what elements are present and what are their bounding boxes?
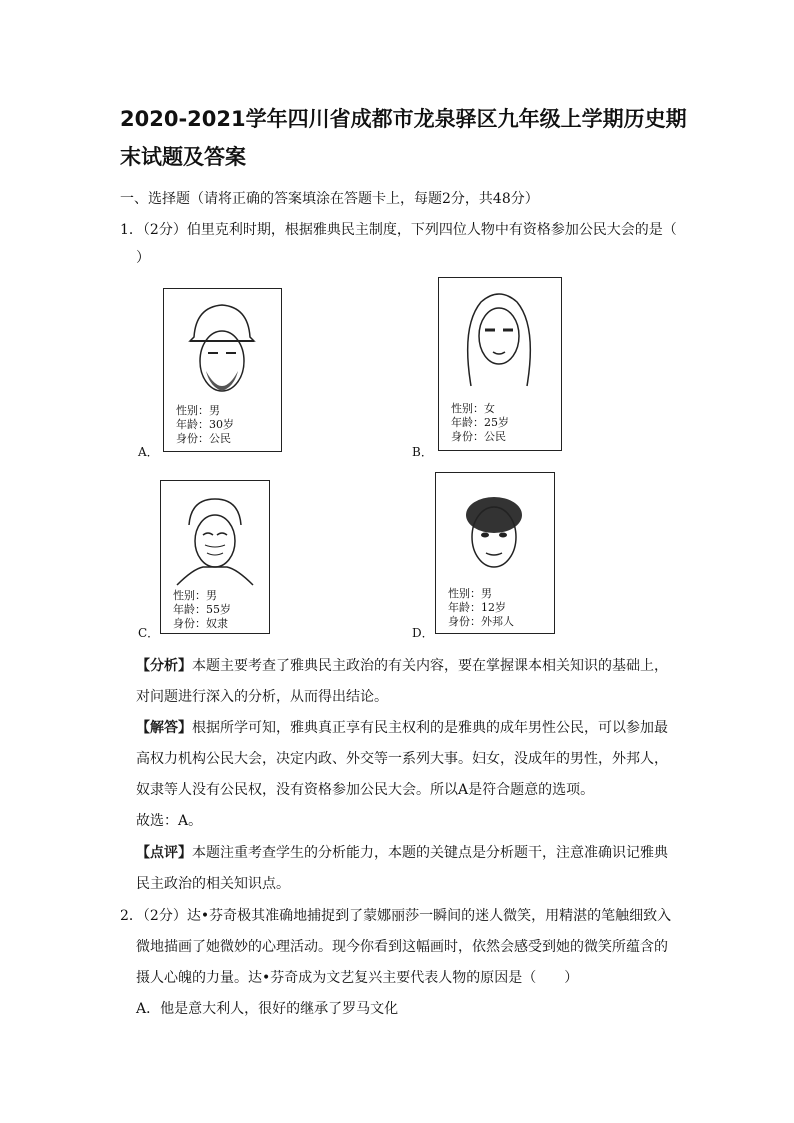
q1-comment-line-2: 民主政治的相关知识点。 [136,876,290,892]
answer-text-1: 根据所学可知，雅典真正享有民主权利的是雅典的成年男性公民，可以参加最 [192,720,668,736]
q1-answer-line-3: 奴隶等人没有公民权，没有资格参加公民大会。所以A是符合题意的选项。 [136,782,595,798]
title-line-2: 末试题及答案 [120,145,246,169]
option-a-status: 身份：公民 [176,432,231,445]
option-b-gender: 性别：女 [451,402,495,415]
option-d-status: 身份：外邦人 [448,615,514,628]
analysis-tag: 【分析】 [136,658,192,674]
option-c-age: 年龄：55岁 [173,603,231,616]
option-c-label[interactable]: C． [138,626,160,640]
option-a-portrait-card [163,288,282,452]
option-b-portrait-card [438,277,562,451]
woman-portrait [451,286,547,398]
q2-stem-line-2: 微地描画了她微妙的心理活动。现今你看到这幅画时，依然会感受到她的微笑所蕴含的 [136,939,668,955]
q1-stem-line-2: ） [136,250,150,266]
analysis-text-1: 本题主要考查了雅典民主政治的有关内容，要在掌握课本相关知识的基础上， [192,658,668,674]
q2-option-a[interactable]: A．他是意大利人，很好的继承了罗马文化 [136,1001,399,1017]
option-a-label[interactable]: A． [138,445,159,459]
q2-stem-line-3: 摄人心魄的力量。达•芬奇成为文艺复兴主要代表人物的原因是（ ） [136,970,579,986]
q1-analysis-line-1 [136,655,668,675]
q2-stem-line-1: 2．（2分）达•芬奇极其准确地捕捉到了蒙娜丽莎一瞬间的迷人微笑，用精湛的笔触细致入 [120,908,672,924]
comment-tag: 【点评】 [136,845,192,861]
q1-answer-line-2: 高权力机构公民大会，决定内政、外交等一系列大事。妇女，没成年的男性，外邦人， [136,751,668,767]
option-b-label[interactable]: B． [412,445,433,459]
option-b-age: 年龄：25岁 [451,416,509,429]
q1-stem-line-1: 1．（2分）伯里克利时期，根据雅典民主制度，下列四位人物中有资格参加公民大会的是（ [120,222,677,238]
option-a-age: 年龄：30岁 [176,418,234,431]
option-c-portrait-card [160,480,270,634]
option-d-age: 年龄：12岁 [448,601,506,614]
section-heading: 一、选择题（请将正确的答案填涂在答题卡上，每题2分，共48分） [120,191,539,207]
title-line-1: 2020-2021学年四川省成都市龙泉驿区九年级上学期历史期 [120,107,687,131]
option-d-label[interactable]: D． [412,626,434,640]
comment-text-1: 本题注重考查学生的分析能力，本题的关键点是分析题干，注意准确识记雅典 [192,845,668,861]
q1-answer-line-1 [136,717,668,737]
option-d-portrait-card [435,472,555,634]
old-man-portrait [173,489,257,589]
option-b-status: 身份：公民 [451,430,506,443]
option-d-gender: 性别：男 [448,587,492,600]
man-with-cap-portrait [176,297,268,405]
answer-tag: 【解答】 [136,720,192,736]
document-title [120,100,690,176]
option-a-gender: 性别：男 [176,404,220,417]
boy-portrait [448,481,540,587]
q1-choice: 故选：A。 [136,813,203,829]
q1-comment-line-1 [136,842,668,862]
option-c-status: 身份：奴隶 [173,617,228,630]
option-c-gender: 性别：男 [173,589,217,602]
q1-analysis-line-2: 对问题进行深入的分析，从而得出结论。 [136,689,388,705]
